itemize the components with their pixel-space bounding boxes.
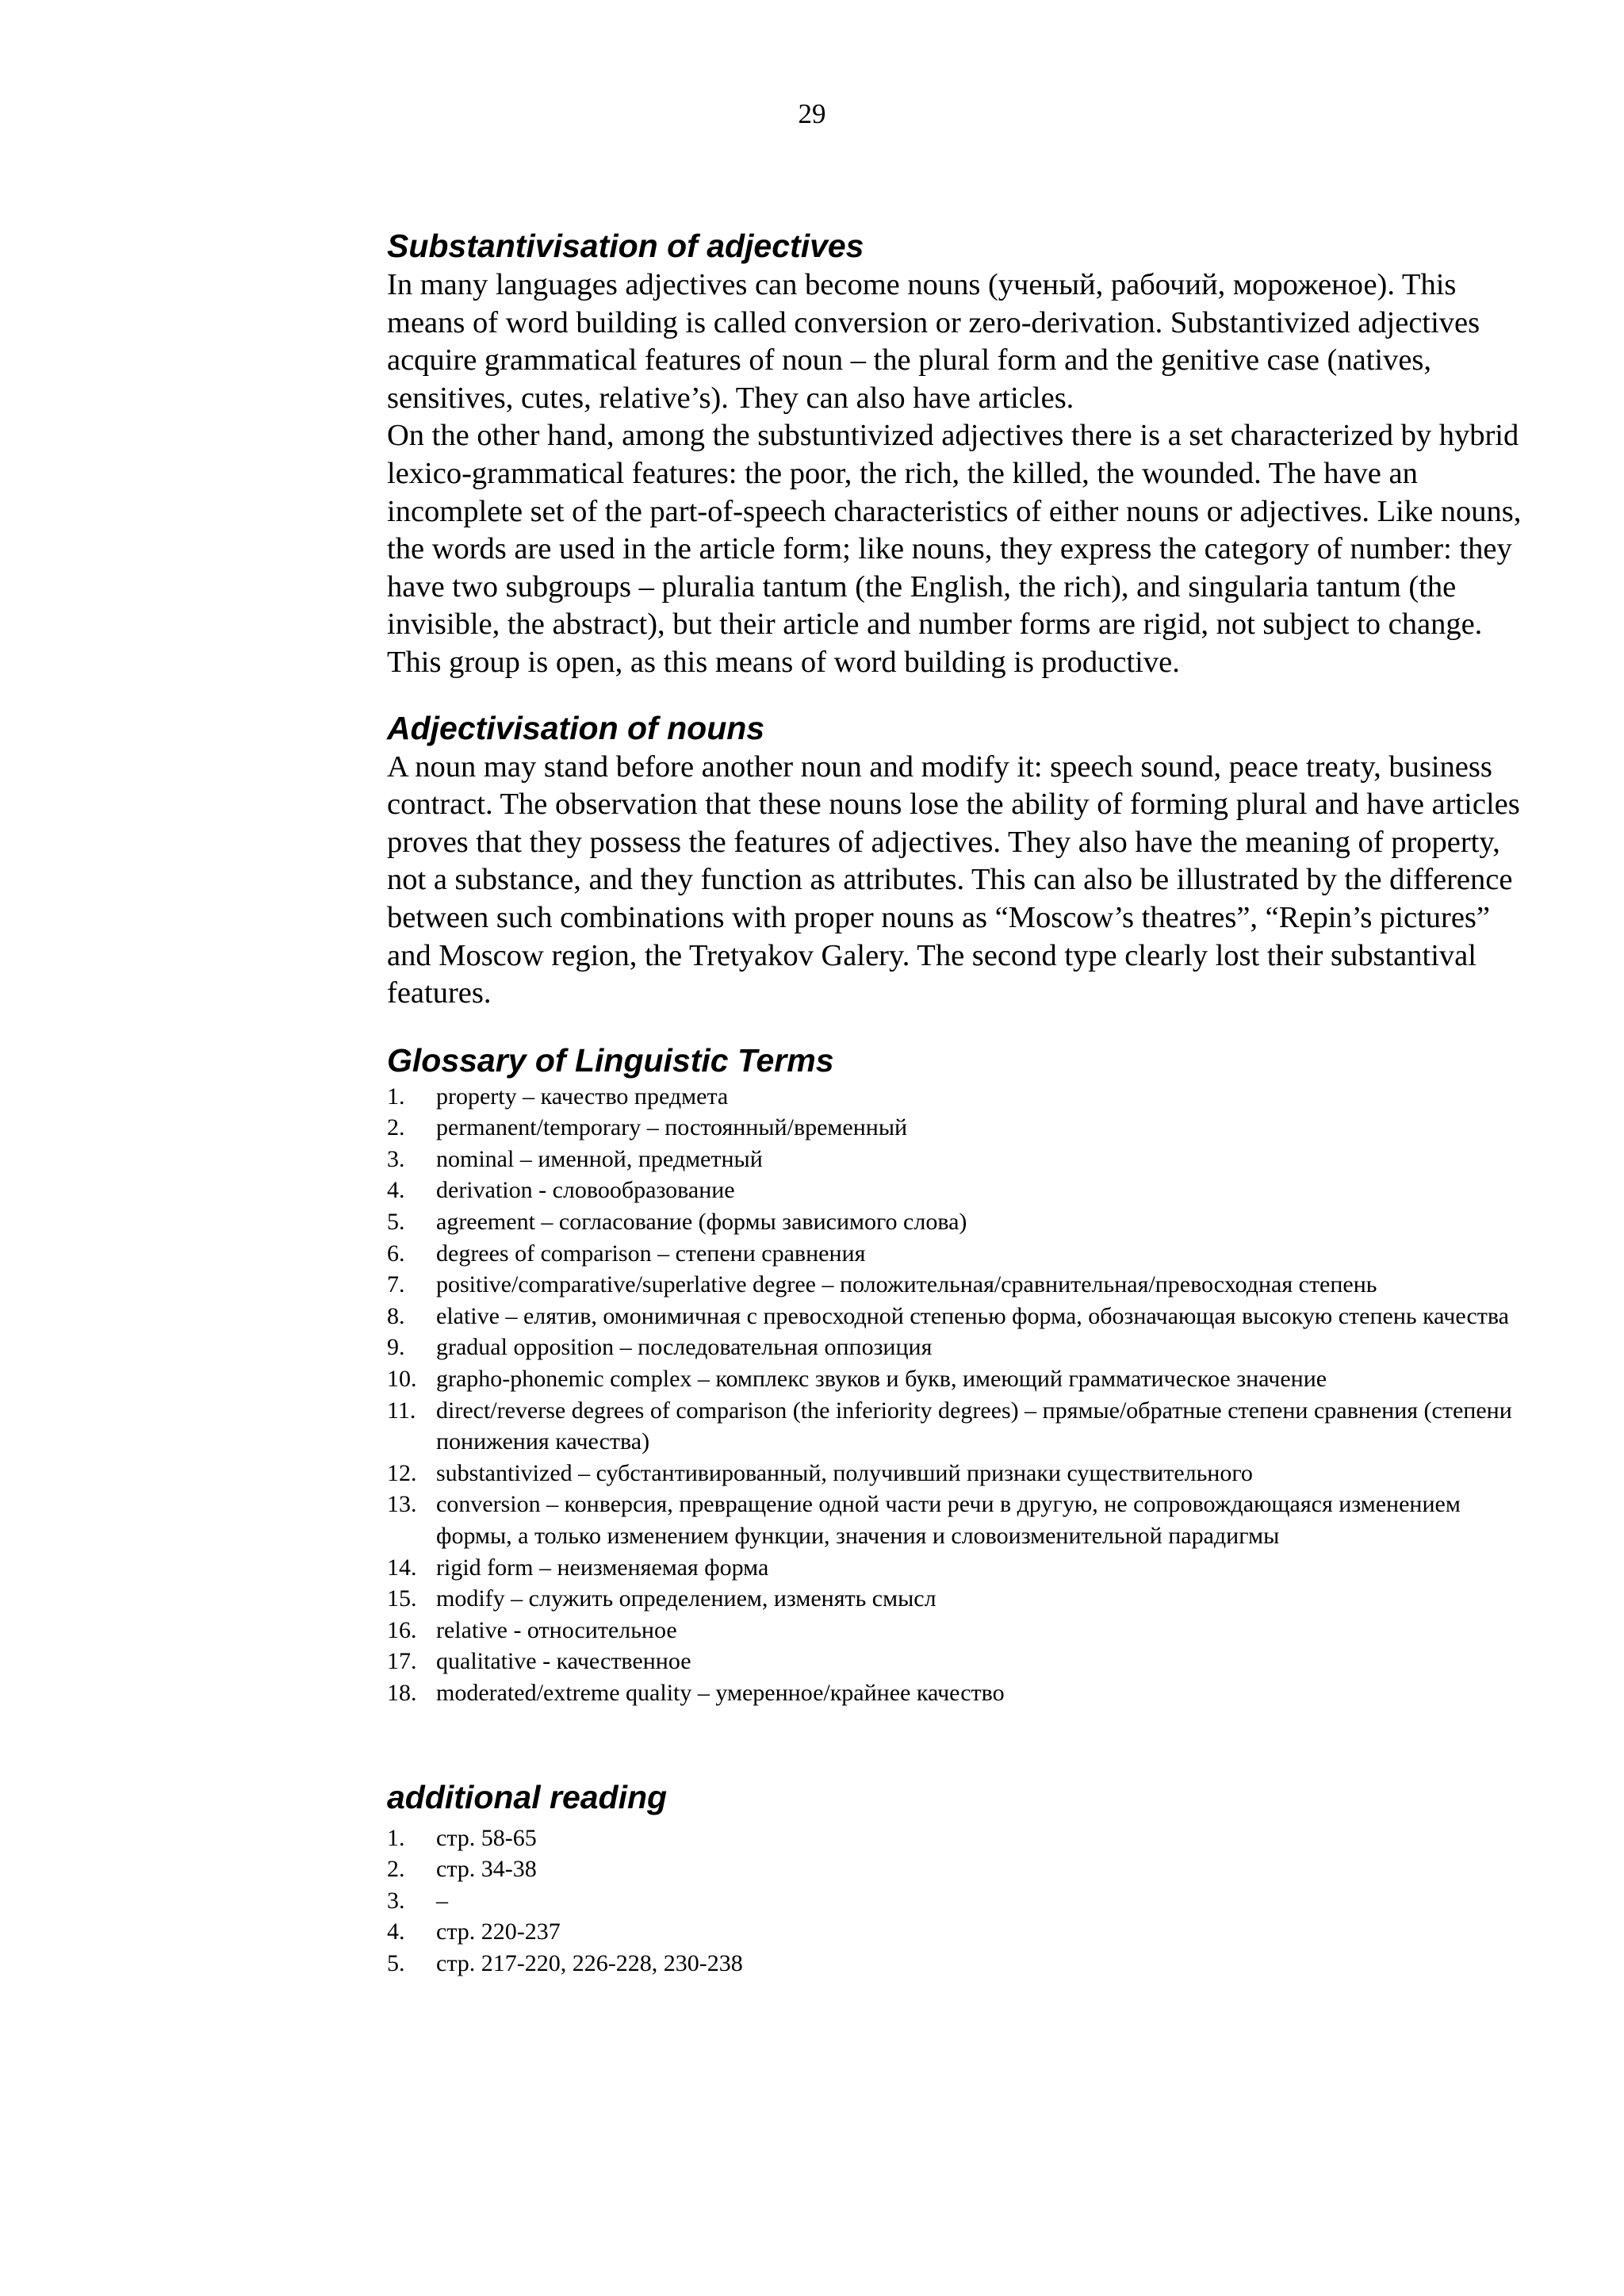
paragraph: In many languages adjectives can become nouns (ученый, рабочий, мороженое). This means of word building is called conversion or zero-derivation. Substantivized adjectives acquire grammatical features of noun – the plural form and the genitive case (natives, sensitives, cutes, relative’s). They can also have articles. <box>387 268 1480 415</box>
list-item-text: agreement – согласование (формы зависимого слова) <box>436 1209 967 1236</box>
list-item-text: permanent/temporary – постоянный/временный <box>436 1114 908 1141</box>
list-item-number: 2. <box>387 1114 405 1141</box>
list-item <box>387 1081 1529 1113</box>
list-item-number: 8. <box>387 1302 405 1329</box>
page-number: 29 <box>798 98 826 129</box>
list-item <box>387 1395 1529 1458</box>
list-item-text: – <box>436 1887 448 1914</box>
list-item-number: 3. <box>387 1887 405 1914</box>
section-heading-additional-reading: additional reading <box>387 1778 668 1815</box>
list-item-text: derivation - словообразование <box>436 1177 735 1204</box>
list-item <box>387 1823 1529 1854</box>
list-item <box>387 1175 1529 1206</box>
list-item <box>387 1206 1529 1238</box>
list-item <box>387 1363 1529 1395</box>
list-item <box>387 1269 1529 1301</box>
list-item-text: property – качество предмета <box>436 1083 729 1110</box>
reading-list <box>387 1823 1529 1980</box>
list-item-number: 10. <box>387 1366 417 1393</box>
list-item-number: 11. <box>387 1397 416 1424</box>
list-item-number: 6. <box>387 1240 405 1267</box>
list-item-number: 5. <box>387 1209 405 1236</box>
list-item-text: elative – елятив, омонимичная с превосходной степенью форма, обозначающая высокую степень качества <box>436 1302 1509 1329</box>
list-item-text: conversion – конверсия, превращение одной части речи в другую, не сопровождающаяся изменением формы, а только изменением функции, значения и словоизменительной парадигмы <box>436 1491 1461 1549</box>
paragraph: A noun may stand before another noun and modify it: speech sound, peace treaty, business contract. The observation that these nouns lose the ability of forming plural and have articles proves that they possess the features of adjectives. They also have the meaning of property, not a substance, and they function as attributes. This can also be illustrated by the difference between such combinations with proper nouns as “Moscow’s theatres”, “Repin’s pictures” and Moscow region, the Tretyakov Galery. The second type clearly lost their substantival features. <box>387 749 1520 1010</box>
list-item <box>387 1583 1529 1615</box>
list-item-number: 15. <box>387 1585 417 1612</box>
list-item <box>387 1646 1529 1677</box>
list-item-text: rigid form – неизменяемая форма <box>436 1554 769 1581</box>
list-item <box>387 1144 1529 1175</box>
list-item <box>387 1948 1529 1980</box>
list-item-number: 17. <box>387 1648 417 1675</box>
list-item-text: degrees of comparison – степени сравнения <box>436 1240 866 1267</box>
list-item-number: 13. <box>387 1491 417 1518</box>
list-item <box>387 1489 1529 1551</box>
list-item-number: 1. <box>387 1083 405 1110</box>
list-item-text: стр. 217-220, 226-228, 230-238 <box>436 1949 743 1976</box>
list-item-text: gradual opposition – последовательная оппозиция <box>436 1334 933 1361</box>
list-item <box>387 1301 1529 1332</box>
list-item-number: 14. <box>387 1554 417 1581</box>
glossary-list <box>387 1081 1529 1709</box>
list-item-number: 7. <box>387 1271 405 1298</box>
section-heading-adjectivisation: Adjectivisation of nouns <box>387 709 765 746</box>
paragraph: On the other hand, among the substuntivized adjectives there is a set characterized by hybrid lexico-grammatical features: the poor, the rich, the killed, the wounded. The have an incomplete set of the part-of-speech characteristics of either nouns or adjectives. Like nouns, the words are used in the article form; like nouns, they express the category of number: they have two subgroups – pluralia tantum (the English, the rich), and singularia tantum (the invisible, the abstract), but their article and number forms are rigid, not subject to change. This group is open, as this means of word building is productive. <box>387 419 1522 679</box>
list-item <box>387 1916 1529 1948</box>
list-item-number: 5. <box>387 1949 405 1976</box>
list-item-text: modify – служить определением, изменять смысл <box>436 1585 936 1612</box>
list-item-number: 4. <box>387 1918 405 1945</box>
list-item <box>387 1112 1529 1144</box>
list-item-number: 2. <box>387 1856 405 1883</box>
list-item-number: 12. <box>387 1459 417 1486</box>
list-item-text: moderated/extreme quality – умеренное/крайнее качество <box>436 1679 1005 1706</box>
list-item <box>387 1615 1529 1646</box>
list-item-number: 9. <box>387 1334 405 1361</box>
list-item-number: 1. <box>387 1824 405 1851</box>
list-item-number: 18. <box>387 1679 417 1706</box>
list-item-text: стр. 34-38 <box>436 1856 537 1883</box>
list-item <box>387 1853 1529 1885</box>
list-item-text: стр. 58-65 <box>436 1824 537 1851</box>
section-heading-substantivisation: Substantivisation of adjectives <box>387 228 864 264</box>
list-item-number: 4. <box>387 1177 405 1204</box>
list-item-text: стр. 220-237 <box>436 1918 561 1945</box>
list-item-text: nominal – именной, предметный <box>436 1145 763 1172</box>
list-item-text: substantivized – субстантивированный, получивший признаки существительного <box>436 1459 1253 1486</box>
list-item-text: grapho-phonemic complex – комплекс звуков и букв, имеющий грамматическое значение <box>436 1366 1327 1393</box>
list-item <box>387 1238 1529 1270</box>
list-item <box>387 1885 1529 1917</box>
list-item-number: 3. <box>387 1145 405 1172</box>
list-item-text: positive/comparative/superlative degree – положительная/сравнительная/превосходная степень <box>436 1271 1377 1298</box>
list-item-text: qualitative - качественное <box>436 1648 691 1675</box>
list-item <box>387 1552 1529 1584</box>
list-item <box>387 1677 1529 1709</box>
list-item-text: direct/reverse degrees of comparison (the inferiority degrees) – прямые/обратные степени сравнения (степени понижения качества) <box>436 1397 1512 1455</box>
list-item <box>387 1458 1529 1489</box>
section-heading-glossary: Glossary of Linguistic Terms <box>387 1041 834 1079</box>
list-item-text: relative - относительное <box>436 1616 677 1643</box>
list-item-number: 16. <box>387 1616 417 1643</box>
list-item <box>387 1332 1529 1363</box>
page-content <box>387 225 1529 1980</box>
